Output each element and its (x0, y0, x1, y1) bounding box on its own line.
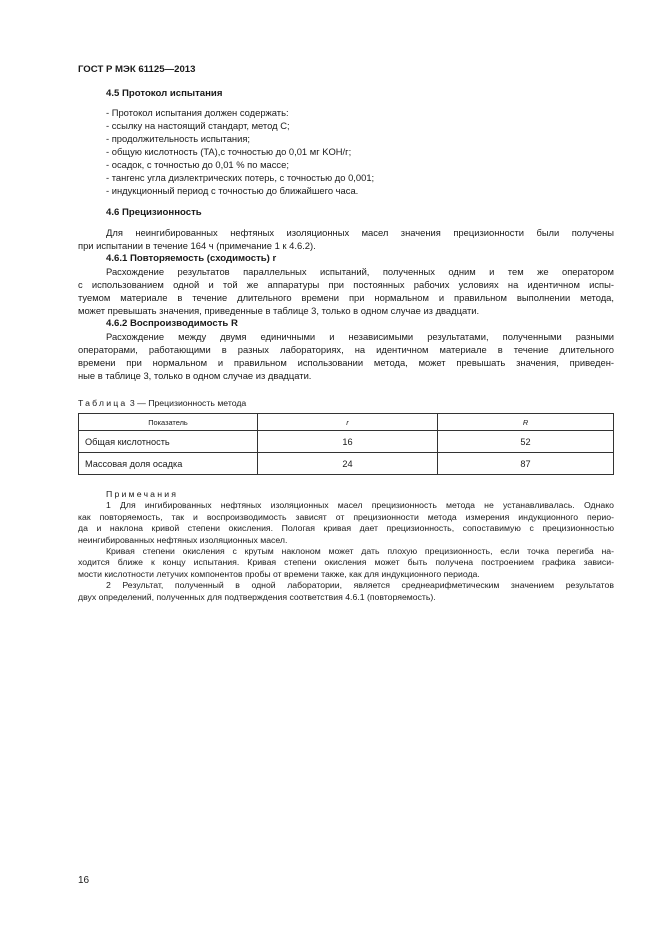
notes-title: Примечания (106, 489, 179, 499)
cell-r: 16 (258, 431, 438, 453)
protocol-line: - общую кислотность (TA),с точностью до 0,01 мг KOH/г; (106, 146, 352, 157)
header-indicator: Показатель (79, 414, 258, 431)
paragraph-line: операторами, работающими в разных лабораториях, на идентичном материале в течение длительного (78, 344, 614, 355)
protocol-line: - ссылку на настоящий стандарт, метод С; (106, 120, 290, 131)
protocol-line: - продолжительность испытания; (106, 133, 251, 144)
section-4-6-title: 4.6 Прецизионность (106, 207, 202, 218)
document-header: ГОСТ Р МЭК 61125—2013 (78, 64, 196, 75)
paragraph-line: времени при нормальном и правильном использовании метода, может превышать значения, приведен- (78, 357, 614, 368)
paragraph-line: с использованием одной и той же аппаратуры при постоянных рабочих условиях на идентичном испы- (78, 279, 614, 290)
table-caption-text: 3 — Прецизионность метода (127, 398, 247, 408)
cell-indicator: Общая кислотность (79, 431, 258, 453)
page-number: 16 (78, 875, 90, 886)
table-row (79, 453, 614, 475)
cell-R: 87 (438, 453, 614, 475)
note-line: мости кислотности летучих компонентов пробы от времени также, как для индукционного периода. (78, 568, 480, 579)
note-line: ходится ближе к концу испытания. Кривая степени окисления может быть получена построением графика зависи- (78, 557, 614, 568)
section-4-5 (78, 87, 614, 197)
paragraph-line: Расхождение результатов параллельных испытаний, полученных одним и тем же оператором (106, 266, 614, 277)
note-line: двух определений, полученных для подтверждения соответствия 4.6.1 (повторяемость). (78, 591, 436, 602)
protocol-line: - Протокол испытания должен содержать: (106, 107, 289, 118)
note-line: неингибированных нефтяных изоляционных масел. (78, 534, 288, 545)
notes-block (78, 489, 614, 603)
protocol-line: - тангенс угла диэлектрических потерь, с точностью до 0,001; (106, 172, 375, 183)
cell-indicator: Массовая доля осадка (79, 453, 258, 475)
paragraph-line: может превышать значения, приведенные в таблице 3, только в одном случае из двадцати. (78, 305, 480, 316)
protocol-line: - индукционный период с точностью до ближайшего часа. (106, 185, 359, 196)
note-line: 1 Для ингибированных нефтяных изоляционных масел прецизионность метода не устанавливалась. Однако (106, 500, 614, 511)
note-line: да и наклона кривой степени окисления. Пологая кривая дает прецизионность, сопоставимую с прецизионностью (78, 523, 614, 534)
header-R: R (438, 414, 614, 431)
note-line: Кривая степени окисления с крутым наклоном может дать плохую прецизионность, если точка перегиба на- (106, 546, 614, 557)
precision-table (78, 413, 614, 475)
paragraph-line: Расхождение между двумя единичными и независимыми результатами, полученными разными (106, 331, 614, 342)
note-line: как повторяемость, так и воспроизводимость зависят от прецизионности метода измерения индукционного перио- (78, 511, 614, 522)
table-row (79, 431, 614, 453)
header-r: r (258, 414, 438, 431)
paragraph-line: ные в таблице 3, только в одном случае из двадцати. (78, 370, 312, 381)
cell-r: 24 (258, 453, 438, 475)
section-4-6-1-title: 4.6.1 Повторяемость (сходимость) r (106, 253, 277, 264)
table-caption (78, 398, 614, 409)
paragraph-line: туемом материале в течение длительного времени при нормальном и правильном выполнении метода, (78, 292, 614, 303)
table-block (78, 398, 614, 475)
section-4-6 (78, 206, 614, 382)
protocol-line: - осадок, с точностью до 0,01 % по массе; (106, 159, 289, 170)
table-header-row (79, 414, 614, 431)
table-caption-label: Таблица (78, 398, 128, 408)
section-4-5-title: 4.5 Протокол испытания (106, 88, 223, 99)
paragraph-line: при испытании в течение 164 ч (примечание 1 к 4.6.2). (78, 240, 316, 251)
section-4-6-2-title: 4.6.2 Воспроизводимость R (106, 318, 238, 329)
cell-R: 52 (438, 431, 614, 453)
note-line: 2 Результат, полученный в одной лаборатории, является среднеарифметическим значением результатов (106, 580, 614, 591)
paragraph-line: Для неингибированных нефтяных изоляционных масел значения прецизионности были получены (106, 227, 614, 238)
